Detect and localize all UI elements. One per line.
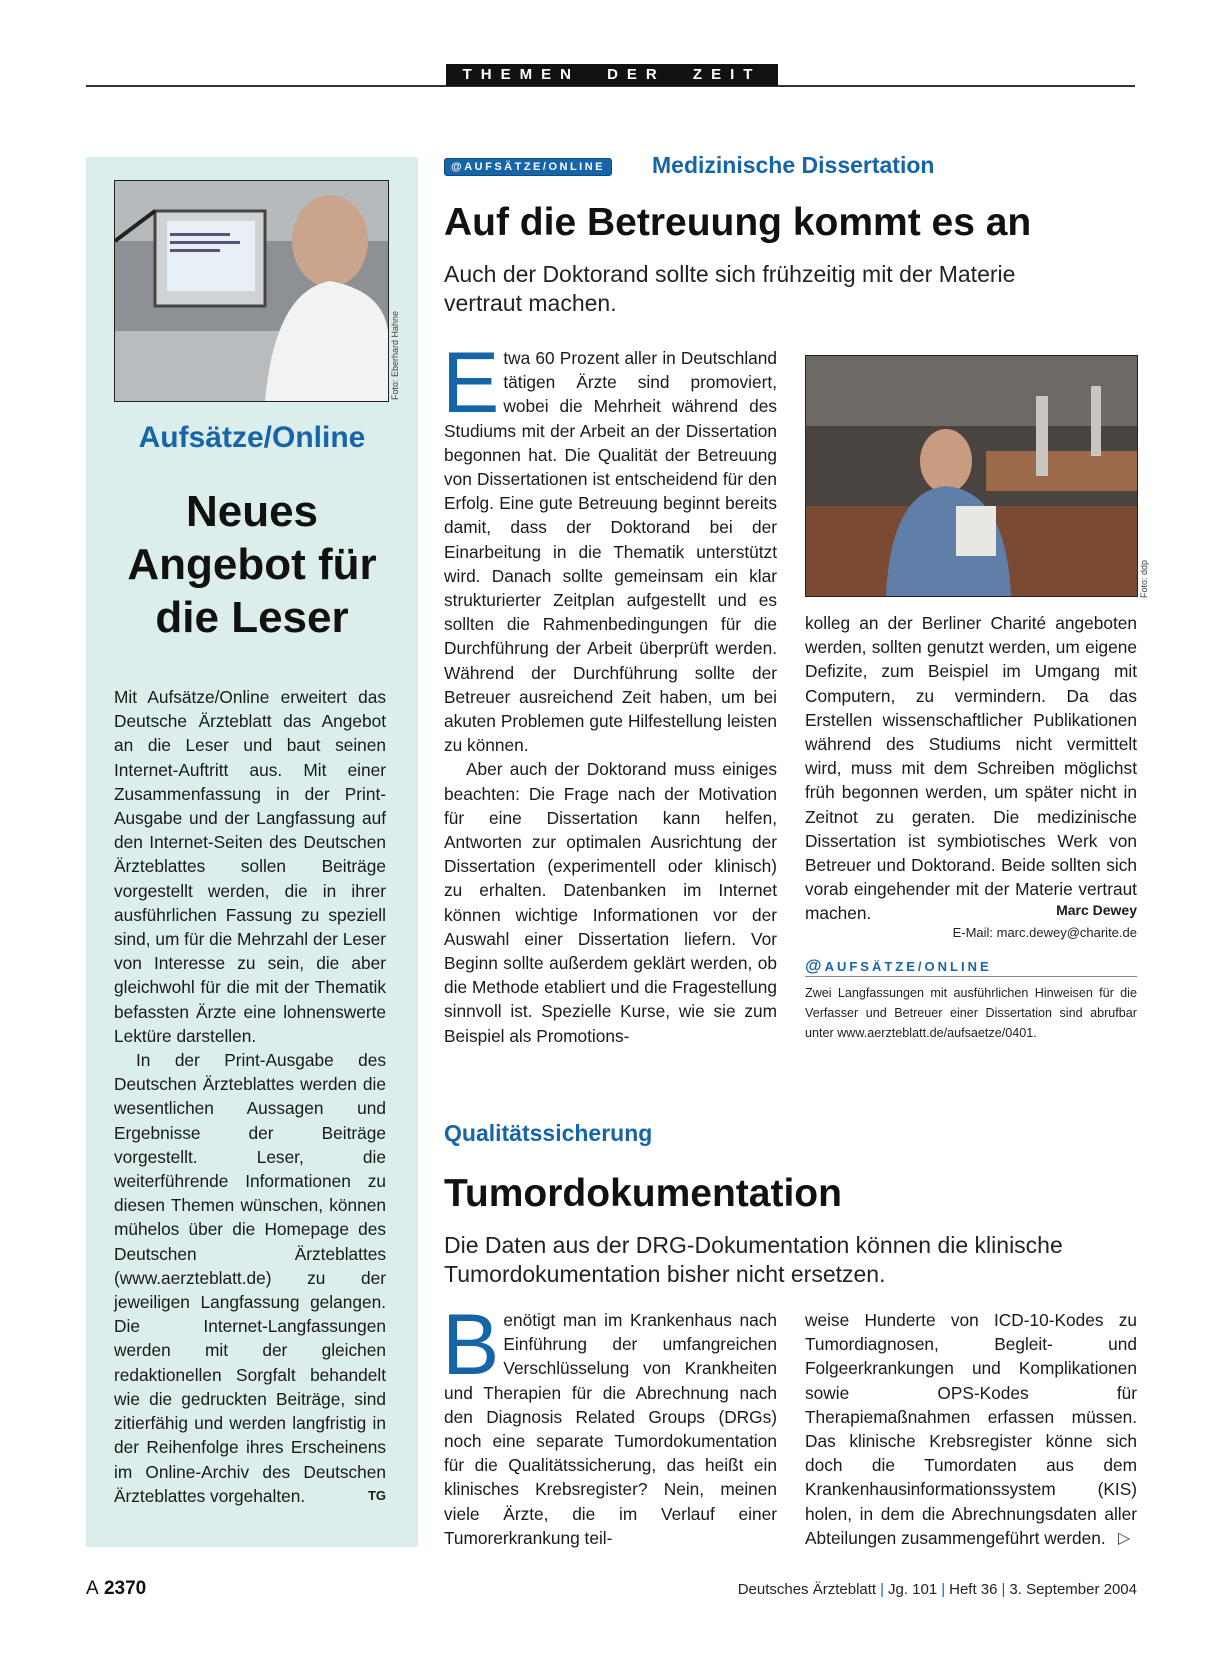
aufsaetze-online-label: @AUFSÄTZE/ONLINE xyxy=(805,956,992,975)
sidebar-paragraph: Mit Aufsätze/Online erweitert das Deutsche Ärzteblatt das Angebot an die Leser und baut seinen Internet-Auftritt aus. Mit einer Zusammenfassung in der Print-Ausgabe und der Langfassung auf den Internet-Seiten des Deutschen Ärzteblattes sollen Beiträge vorgestellt werden, die in ihrer ausführlichen Fassung zu speziell sind, um für die Mehrzahl der Leser von Interesse zu sein, die aber gleichwohl für die mit der Thematik befassten Ärzte eine lohnenswerte Lektüre darstellen. xyxy=(114,687,386,1046)
article1-photo-student-library xyxy=(805,355,1138,597)
article1-author-name: Marc Dewey xyxy=(1056,902,1137,918)
article2-dropcap: B xyxy=(442,1297,500,1393)
sidebar-kicker: Aufsätze/Online xyxy=(138,421,366,454)
article1-email: E-Mail: marc.dewey@charite.de xyxy=(952,925,1137,940)
article1-author xyxy=(805,902,1137,918)
footer-publication-info: Deutsches Ärzteblatt | Jg. 101 | Heft 36 | 3. September 2004 xyxy=(737,1581,1137,1598)
article1-photo-credit: Foto: ddp xyxy=(1139,559,1149,598)
sidebar-body xyxy=(114,685,386,1508)
page-number: A 2370 xyxy=(86,1578,147,1599)
journal-volume: Jg. 101 xyxy=(888,1581,938,1598)
sidebar-photo-credit: Foto: Eberhard Hahne xyxy=(390,310,400,400)
sidebar-signature: TG xyxy=(367,1487,386,1503)
article2-paragraph: Benötigt man im Krankenhaus nach Einführung der umfangreichen Verschlüsselung von Krankheiten und Therapien für die Abrechnung nach den Diagnosis Related Groups (DRGs) noch eine separate Tumordokumentation für die Qualitätssicherung, das heißt ein klinisches Krebsregister? Nein, meinen viele Ärzte, die im Verlauf einer Tumorerkrankung teil- xyxy=(442,1297,777,1548)
article2-column-1 xyxy=(442,1297,777,1550)
article1-paragraph: Aber auch der Doktorand muss einiges beachten: Die Frage nach der Motivation für eine Dissertation kann helfen, Antworten zur optimalen Ausrichtung der Dissertation (experimentell oder klinisch) zu erhalten. Datenbanken im Internet können wichtige Informationen vor der Auswahl einer Dissertation liefern. Vor Beginn sollte außerdem geklärt werden, ob die Methode etabliert und die Fragestellung sinnvoll ist. Spezielle Kurse, wie sie zum Beispiel als Promotions- xyxy=(444,759,777,1046)
section-label: THEMEN DER ZEIT xyxy=(446,64,778,86)
article1-column-1 xyxy=(442,335,777,1048)
at-icon: @ xyxy=(805,956,825,975)
article1-headline: Auf die Betreuung kommt es an xyxy=(444,201,1032,244)
sidebar-paragraph: In der Print-Ausgabe des Deutschen Ärzteblattes werden die wesentlichen Aussagen und Ergebnisse der Beiträge vorgestellt. Leser, die weiterführende Informationen zu diesen Themen wünschen, können mühelos über die Homepage des Deutschen Ärzteblattes (www.aerzteblatt.de) zu der jeweiligen Langfassung gelangen. Die Internet-Langfassungen werden mit der gleichen redaktionellen Sorgfalt behandelt wie die gedruckten Beiträge, sind zitierfähig und werden langfristig in der Reihenfolge ihres Erscheinens im Online-Archiv des Deutschen Ärzteblattes vorgehalten. TG xyxy=(114,1048,386,1508)
continue-arrow-icon: ▷ xyxy=(1118,1530,1131,1547)
article2-deck: Die Daten aus der DRG-Dokumentation können die klinische Tumordokumentation bisher nicht ersetzen. xyxy=(444,1232,1063,1287)
journal-issue: Heft 36 xyxy=(949,1581,998,1598)
article1-paragraph: Etwa 60 Prozent aller in Deutschland tätigen Ärzte sind promoviert, wobei die Mehrheit während des Studiums mit der Arbeit an der Dissertation begonnen hat. Die Qualität der Betreuung von Dissertationen ist entscheidend für den Erfolg. Eine gute Betreuung beginnt bereits damit, dass der Doktorand bei der Einarbeitung in die Thematik unterstützt wird. Danach sollte gemeinsam ein klar strukturierter Zeitplan aufgestellt und es sollten die Rahmenbedingungen für die Durchführung der Arbeit überprüft werden. Während der Durchführung sollte der Betreuer ausreichend Zeit haben, um bei akuten Problemen gute Hilfestellung leisten zu können. xyxy=(442,335,777,756)
article1-deck: Auch der Doktorand sollte sich frühzeitig mit der Materie vertraut machen. xyxy=(444,261,1016,316)
article2-paragraph: weise Hunderte von ICD-10-Kodes zu Tumordiagnosen, Begleit- und Folgeerkrankungen und Komplikationen sowie OPS-Kodes für Therapiemaßnahmen erfassen müssen. Das klinische Krebsregister könne sich doch die Tumordaten aus dem Krankenhausinformationssystem (KIS) holen, in dem die Abrechnungsdaten aller Abteilungen zusammengeführt werden. xyxy=(805,1310,1137,1548)
article1-dropcap: E xyxy=(442,335,500,431)
article2-headline: Tumordokumentation xyxy=(444,1172,842,1215)
online-divider xyxy=(805,976,1137,977)
article2-column-2 xyxy=(805,1308,1137,1550)
sidebar-photo-computer-user xyxy=(114,180,389,402)
article1-kicker: Medizinische Dissertation xyxy=(652,152,935,178)
journal-name: Deutsches Ärzteblatt xyxy=(737,1581,877,1598)
publication-date: 3. September 2004 xyxy=(1009,1581,1137,1598)
article2-kicker: Qualitätssicherung xyxy=(444,1120,653,1146)
aufsaetze-online-badge: @AUFSÄTZE/ONLINE xyxy=(444,158,612,176)
sidebar-headline: Neues Angebot für die Leser xyxy=(127,487,377,642)
article1-column-2 xyxy=(805,611,1137,926)
article1-paragraph: kolleg an der Berliner Charité angeboten werden, sollten genutzt werden, um eigene Defizite, zum Beispiel im Umgang mit Computern, zu vermindern. Da das Erstellen wissenschaftlicher Publikationen während des Studiums nicht vermittelt wird, muss mit dem Schreiben möglichst früh begonnen werden, um später nicht in Zeitnot zu geraten. Die medizinische Dissertation ist symbiotisches Werk von Betreuer und Doktorand. Beide sollten sich vorab eingehender mit der Materie vertraut machen. xyxy=(805,613,1137,924)
article1-online-note: Zwei Langfassungen mit ausführlichen Hinweisen für die Verfasser und Betreuer einer Dissertation sind abrufbar unter www.aerzteblatt.de/aufsaetze/0401. xyxy=(805,986,1137,1040)
